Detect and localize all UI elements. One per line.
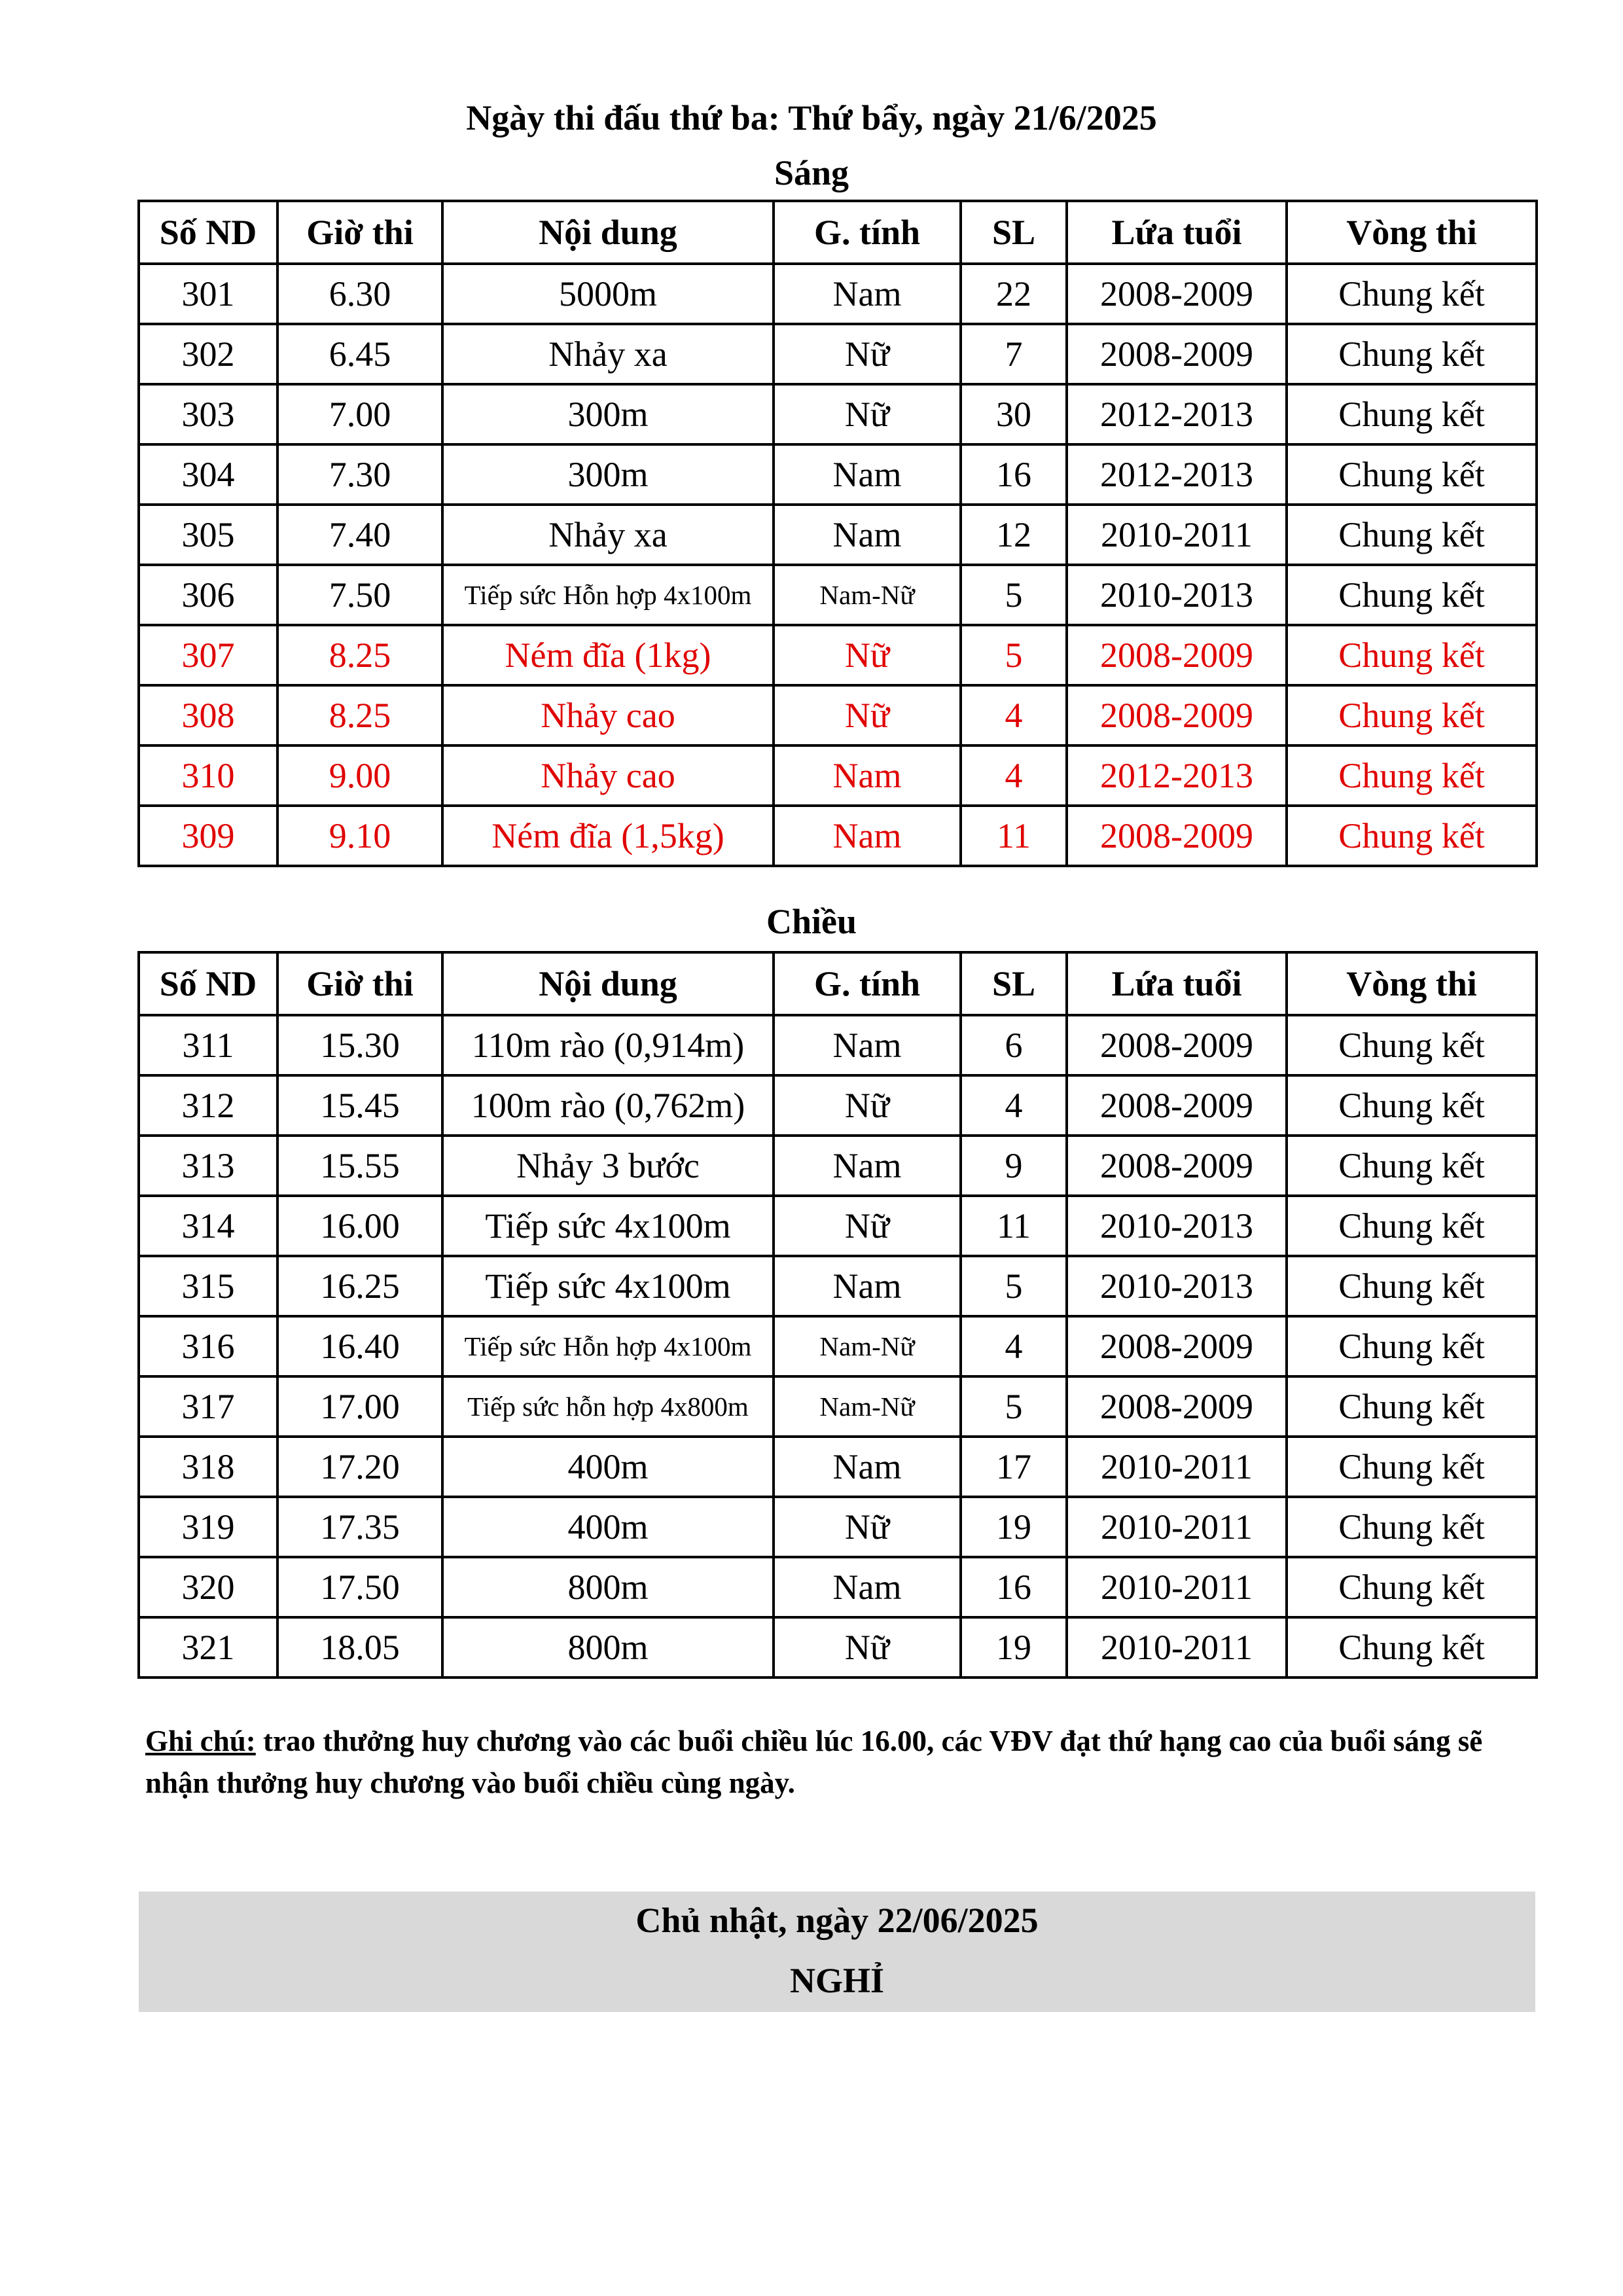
table-row xyxy=(139,1376,1537,1437)
column-header-gender: G. tính xyxy=(774,201,961,264)
column-header-count: SL xyxy=(961,201,1067,264)
cell-gender: Nam xyxy=(774,1557,961,1617)
table-row xyxy=(139,1437,1537,1497)
cell-event: Nhảy cao xyxy=(442,685,774,745)
cell-time: 15.55 xyxy=(277,1136,442,1196)
cell-id: 318 xyxy=(139,1437,277,1497)
cell-time: 17.35 xyxy=(277,1497,442,1557)
cell-time: 9.00 xyxy=(277,745,442,806)
cell-age: 2010-2013 xyxy=(1067,565,1287,625)
table-row xyxy=(139,264,1537,324)
cell-count: 30 xyxy=(961,384,1067,444)
cell-count: 17 xyxy=(961,1437,1067,1497)
table-row xyxy=(139,444,1537,505)
cell-gender: Nam xyxy=(774,444,961,505)
cell-time: 17.20 xyxy=(277,1437,442,1497)
cell-id: 317 xyxy=(139,1376,277,1437)
cell-age: 2010-2011 xyxy=(1067,505,1287,565)
cell-gender: Nam xyxy=(774,1256,961,1316)
cell-count: 22 xyxy=(961,264,1067,324)
cell-count: 4 xyxy=(961,1075,1067,1136)
cell-time: 7.40 xyxy=(277,505,442,565)
table-row xyxy=(139,1015,1537,1075)
cell-event: 300m xyxy=(442,384,774,444)
cell-event: Nhảy 3 bước xyxy=(442,1136,774,1196)
cell-event: Tiếp sức Hỗn hợp 4x100m xyxy=(442,1316,774,1376)
cell-id: 311 xyxy=(139,1015,277,1075)
cell-age: 2010-2011 xyxy=(1067,1617,1287,1677)
cell-event: Tiếp sức 4x100m xyxy=(442,1196,774,1256)
cell-count: 16 xyxy=(961,444,1067,505)
cell-round: Chung kết xyxy=(1287,1497,1537,1557)
cell-id: 306 xyxy=(139,565,277,625)
cell-round: Chung kết xyxy=(1287,1256,1537,1316)
cell-round: Chung kết xyxy=(1287,1316,1537,1376)
table-row xyxy=(139,1617,1537,1677)
cell-count: 5 xyxy=(961,1376,1067,1437)
table-row xyxy=(139,1196,1537,1256)
cell-count: 5 xyxy=(961,565,1067,625)
cell-round: Chung kết xyxy=(1287,625,1537,685)
cell-count: 19 xyxy=(961,1617,1067,1677)
cell-id: 312 xyxy=(139,1075,277,1136)
cell-count: 4 xyxy=(961,1316,1067,1376)
cell-id: 314 xyxy=(139,1196,277,1256)
cell-event: 300m xyxy=(442,444,774,505)
cell-gender: Nam xyxy=(774,505,961,565)
cell-id: 304 xyxy=(139,444,277,505)
cell-count: 11 xyxy=(961,806,1067,866)
cell-time: 18.05 xyxy=(277,1617,442,1677)
cell-event: Tiếp sức Hỗn hợp 4x100m xyxy=(442,565,774,625)
column-header-event: Nội dung xyxy=(442,201,774,264)
cell-gender: Nam xyxy=(774,1136,961,1196)
cell-age: 2012-2013 xyxy=(1067,444,1287,505)
cell-time: 7.30 xyxy=(277,444,442,505)
table-row xyxy=(139,1557,1537,1617)
cell-count: 12 xyxy=(961,505,1067,565)
table-header-row xyxy=(139,201,1537,264)
cell-gender: Nữ xyxy=(774,685,961,745)
cell-round: Chung kết xyxy=(1287,565,1537,625)
cell-event: 110m rào (0,914m) xyxy=(442,1015,774,1075)
cell-count: 4 xyxy=(961,745,1067,806)
cell-event: Tiếp sức 4x100m xyxy=(442,1256,774,1316)
cell-gender: Nữ xyxy=(774,324,961,384)
cell-gender: Nam-Nữ xyxy=(774,1376,961,1437)
cell-count: 9 xyxy=(961,1136,1067,1196)
cell-count: 7 xyxy=(961,324,1067,384)
cell-age: 2008-2009 xyxy=(1067,1075,1287,1136)
cell-gender: Nữ xyxy=(774,1075,961,1136)
cell-id: 321 xyxy=(139,1617,277,1677)
cell-round: Chung kết xyxy=(1287,1437,1537,1497)
cell-event: 5000m xyxy=(442,264,774,324)
cell-gender: Nữ xyxy=(774,1497,961,1557)
cell-id: 303 xyxy=(139,384,277,444)
cell-age: 2008-2009 xyxy=(1067,1376,1287,1437)
cell-id: 309 xyxy=(139,806,277,866)
cell-gender: Nam xyxy=(774,264,961,324)
cell-round: Chung kết xyxy=(1287,685,1537,745)
cell-time: 6.30 xyxy=(277,264,442,324)
cell-gender: Nữ xyxy=(774,1617,961,1677)
column-header-count: SL xyxy=(961,952,1067,1015)
table-row xyxy=(139,625,1537,685)
cell-event: 800m xyxy=(442,1617,774,1677)
cell-event: Ném đĩa (1kg) xyxy=(442,625,774,685)
cell-round: Chung kết xyxy=(1287,1196,1537,1256)
cell-time: 16.40 xyxy=(277,1316,442,1376)
cell-count: 5 xyxy=(961,625,1067,685)
cell-count: 4 xyxy=(961,685,1067,745)
cell-event: Nhảy xa xyxy=(442,324,774,384)
cell-event: 800m xyxy=(442,1557,774,1617)
cell-event: Nhảy xa xyxy=(442,505,774,565)
cell-event: Nhảy cao xyxy=(442,745,774,806)
cell-gender: Nữ xyxy=(774,384,961,444)
cell-age: 2008-2009 xyxy=(1067,1015,1287,1075)
cell-time: 7.00 xyxy=(277,384,442,444)
cell-gender: Nam-Nữ xyxy=(774,1316,961,1376)
schedule-table-morning xyxy=(137,200,1538,867)
cell-id: 302 xyxy=(139,324,277,384)
column-header-time: Giờ thi xyxy=(277,201,442,264)
note-text: trao thưởng huy chương vào các buổi chiều lúc 16.00, các VĐV đạt thứ hạng cao của buổi sáng sẽ nhận thưởng huy chương vào buổi chiều cùng ngày. xyxy=(145,1725,1483,1799)
column-header-event: Nội dung xyxy=(442,952,774,1015)
cell-age: 2012-2013 xyxy=(1067,384,1287,444)
cell-round: Chung kết xyxy=(1287,1136,1537,1196)
cell-count: 5 xyxy=(961,1256,1067,1316)
cell-age: 2010-2011 xyxy=(1067,1557,1287,1617)
cell-round: Chung kết xyxy=(1287,1075,1537,1136)
cell-count: 6 xyxy=(961,1015,1067,1075)
cell-gender: Nữ xyxy=(774,1196,961,1256)
rest-day-label: NGHỈ xyxy=(789,1961,885,2000)
table-row xyxy=(139,745,1537,806)
cell-gender: Nam-Nữ xyxy=(774,565,961,625)
cell-gender: Nam xyxy=(774,806,961,866)
table-row xyxy=(139,806,1537,866)
cell-time: 17.00 xyxy=(277,1376,442,1437)
cell-time: 7.50 xyxy=(277,565,442,625)
cell-time: 9.10 xyxy=(277,806,442,866)
cell-time: 16.00 xyxy=(277,1196,442,1256)
section-title-afternoon: Chiều xyxy=(766,902,857,941)
cell-id: 310 xyxy=(139,745,277,806)
cell-id: 307 xyxy=(139,625,277,685)
cell-age: 2012-2013 xyxy=(1067,745,1287,806)
cell-count: 11 xyxy=(961,1196,1067,1256)
table-row xyxy=(139,1136,1537,1196)
table-body-afternoon xyxy=(139,1015,1537,1677)
column-header-id: Số ND xyxy=(139,952,277,1015)
cell-age: 2008-2009 xyxy=(1067,264,1287,324)
table-row xyxy=(139,505,1537,565)
cell-event: Ném đĩa (1,5kg) xyxy=(442,806,774,866)
column-header-round: Vòng thi xyxy=(1287,201,1537,264)
cell-age: 2008-2009 xyxy=(1067,806,1287,866)
cell-id: 301 xyxy=(139,264,277,324)
cell-round: Chung kết xyxy=(1287,1376,1537,1437)
cell-age: 2008-2009 xyxy=(1067,685,1287,745)
cell-time: 15.45 xyxy=(277,1075,442,1136)
cell-age: 2008-2009 xyxy=(1067,324,1287,384)
cell-time: 8.25 xyxy=(277,685,442,745)
schedule-table-afternoon xyxy=(137,951,1538,1679)
cell-id: 315 xyxy=(139,1256,277,1316)
cell-age: 2008-2009 xyxy=(1067,1136,1287,1196)
table-row xyxy=(139,565,1537,625)
cell-id: 320 xyxy=(139,1557,277,1617)
cell-id: 319 xyxy=(139,1497,277,1557)
cell-age: 2008-2009 xyxy=(1067,625,1287,685)
cell-event: 100m rào (0,762m) xyxy=(442,1075,774,1136)
cell-id: 316 xyxy=(139,1316,277,1376)
cell-age: 2010-2011 xyxy=(1067,1437,1287,1497)
column-header-gender: G. tính xyxy=(774,952,961,1015)
cell-time: 8.25 xyxy=(277,625,442,685)
table-row xyxy=(139,1075,1537,1136)
table-row xyxy=(139,685,1537,745)
cell-event: 400m xyxy=(442,1497,774,1557)
cell-round: Chung kết xyxy=(1287,806,1537,866)
cell-count: 16 xyxy=(961,1557,1067,1617)
column-header-age: Lứa tuổi xyxy=(1067,201,1287,264)
table-row xyxy=(139,1497,1537,1557)
cell-id: 305 xyxy=(139,505,277,565)
rest-day-box xyxy=(139,1892,1535,2012)
table-body-morning xyxy=(139,264,1537,866)
column-header-age: Lứa tuổi xyxy=(1067,952,1287,1015)
cell-round: Chung kết xyxy=(1287,1015,1537,1075)
cell-count: 19 xyxy=(961,1497,1067,1557)
rest-day-date: Chủ nhật, ngày 22/06/2025 xyxy=(635,1901,1039,1940)
column-header-round: Vòng thi xyxy=(1287,952,1537,1015)
table-row xyxy=(139,1256,1537,1316)
cell-round: Chung kết xyxy=(1287,384,1537,444)
note xyxy=(145,1720,1539,1804)
column-header-time: Giờ thi xyxy=(277,952,442,1015)
cell-age: 2010-2013 xyxy=(1067,1256,1287,1316)
table-row xyxy=(139,1316,1537,1376)
cell-gender: Nam xyxy=(774,745,961,806)
cell-age: 2010-2013 xyxy=(1067,1196,1287,1256)
cell-gender: Nam xyxy=(774,1437,961,1497)
cell-round: Chung kết xyxy=(1287,324,1537,384)
table-header-row xyxy=(139,952,1537,1015)
cell-round: Chung kết xyxy=(1287,444,1537,505)
cell-event: 400m xyxy=(442,1437,774,1497)
cell-time: 6.45 xyxy=(277,324,442,384)
cell-age: 2010-2011 xyxy=(1067,1497,1287,1557)
cell-age: 2008-2009 xyxy=(1067,1316,1287,1376)
cell-round: Chung kết xyxy=(1287,1617,1537,1677)
column-header-id: Số ND xyxy=(139,201,277,264)
cell-round: Chung kết xyxy=(1287,505,1537,565)
cell-round: Chung kết xyxy=(1287,264,1537,324)
cell-event: Tiếp sức hỗn hợp 4x800m xyxy=(442,1376,774,1437)
table-row xyxy=(139,384,1537,444)
cell-round: Chung kết xyxy=(1287,1557,1537,1617)
cell-id: 308 xyxy=(139,685,277,745)
section-title-morning: Sáng xyxy=(774,153,849,192)
cell-id: 313 xyxy=(139,1136,277,1196)
cell-time: 17.50 xyxy=(277,1557,442,1617)
cell-time: 15.30 xyxy=(277,1015,442,1075)
table-row xyxy=(139,324,1537,384)
cell-gender: Nam xyxy=(774,1015,961,1075)
page-title: Ngày thi đấu thứ ba: Thứ bẩy, ngày 21/6/2025 xyxy=(466,98,1157,137)
note-label: Ghi chú: xyxy=(145,1725,256,1757)
cell-round: Chung kết xyxy=(1287,745,1537,806)
cell-time: 16.25 xyxy=(277,1256,442,1316)
cell-gender: Nữ xyxy=(774,625,961,685)
